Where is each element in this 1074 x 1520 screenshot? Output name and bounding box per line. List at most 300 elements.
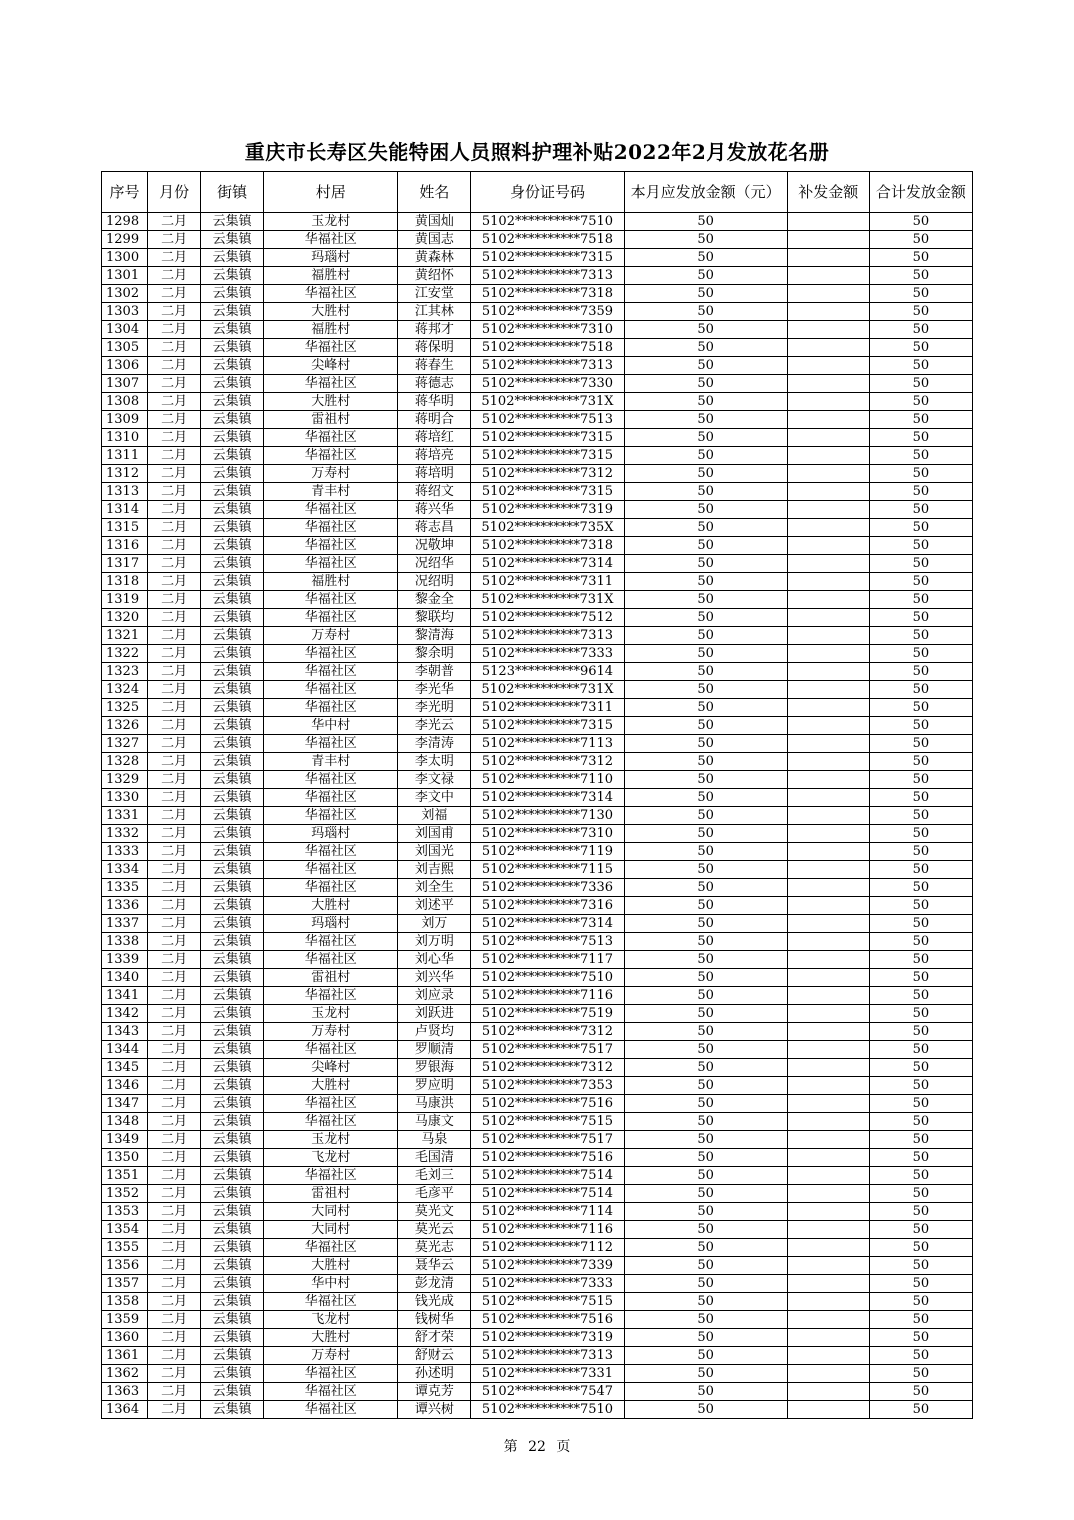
row-total-amount: 50 xyxy=(869,1131,972,1149)
row-total-amount: 50 xyxy=(869,969,972,987)
row-id-number: 5102**********7314 xyxy=(471,555,624,573)
row-village: 万寿村 xyxy=(264,1023,398,1041)
row-month: 二月 xyxy=(148,1203,201,1221)
row-seq: 1344 xyxy=(102,1041,148,1059)
row-supplement-amount xyxy=(787,879,869,897)
table-row xyxy=(102,1005,973,1023)
row-monthly-amount: 50 xyxy=(624,915,787,933)
row-id-number: 5102**********7112 xyxy=(471,1239,624,1257)
header-month: 月份 xyxy=(148,172,201,213)
row-village: 华福社区 xyxy=(264,681,398,699)
row-town: 云集镇 xyxy=(201,1113,264,1131)
row-town: 云集镇 xyxy=(201,663,264,681)
table-row xyxy=(102,1221,973,1239)
row-name: 马康文 xyxy=(398,1113,471,1131)
row-month: 二月 xyxy=(148,1311,201,1329)
row-month: 二月 xyxy=(148,699,201,717)
row-monthly-amount: 50 xyxy=(624,969,787,987)
row-monthly-amount: 50 xyxy=(624,231,787,249)
row-monthly-amount: 50 xyxy=(624,1347,787,1365)
row-supplement-amount xyxy=(787,933,869,951)
row-id-number: 5102**********7311 xyxy=(471,573,624,591)
row-monthly-amount: 50 xyxy=(624,1239,787,1257)
row-total-amount: 50 xyxy=(869,555,972,573)
row-total-amount: 50 xyxy=(869,1005,972,1023)
row-monthly-amount: 50 xyxy=(624,555,787,573)
row-town: 云集镇 xyxy=(201,1239,264,1257)
row-total-amount: 50 xyxy=(869,537,972,555)
row-seq: 1304 xyxy=(102,321,148,339)
table-row xyxy=(102,393,973,411)
row-monthly-amount: 50 xyxy=(624,771,787,789)
row-monthly-amount: 50 xyxy=(624,1113,787,1131)
table-row xyxy=(102,735,973,753)
row-monthly-amount: 50 xyxy=(624,897,787,915)
row-id-number: 5102**********7315 xyxy=(471,483,624,501)
row-id-number: 5102**********7116 xyxy=(471,987,624,1005)
row-town: 云集镇 xyxy=(201,789,264,807)
table-row xyxy=(102,537,973,555)
row-id-number: 5102**********7514 xyxy=(471,1185,624,1203)
row-total-amount: 50 xyxy=(869,789,972,807)
row-seq: 1360 xyxy=(102,1329,148,1347)
row-village: 玛瑙村 xyxy=(264,915,398,933)
row-name: 卢贤均 xyxy=(398,1023,471,1041)
row-village: 大胜村 xyxy=(264,393,398,411)
row-monthly-amount: 50 xyxy=(624,861,787,879)
row-total-amount: 50 xyxy=(869,321,972,339)
row-seq: 1342 xyxy=(102,1005,148,1023)
row-total-amount: 50 xyxy=(869,771,972,789)
row-supplement-amount xyxy=(787,1005,869,1023)
table-row xyxy=(102,1059,973,1077)
row-id-number: 5102**********731X xyxy=(471,681,624,699)
row-town: 云集镇 xyxy=(201,609,264,627)
row-month: 二月 xyxy=(148,915,201,933)
row-supplement-amount xyxy=(787,753,869,771)
row-monthly-amount: 50 xyxy=(624,1005,787,1023)
row-name: 毛刘三 xyxy=(398,1167,471,1185)
row-monthly-amount: 50 xyxy=(624,249,787,267)
row-monthly-amount: 50 xyxy=(624,1329,787,1347)
row-supplement-amount xyxy=(787,969,869,987)
table-row xyxy=(102,1383,973,1401)
row-seq: 1315 xyxy=(102,519,148,537)
row-seq: 1325 xyxy=(102,699,148,717)
footer-prefix: 第 xyxy=(503,1439,518,1455)
row-seq: 1343 xyxy=(102,1023,148,1041)
table-row xyxy=(102,1077,973,1095)
row-month: 二月 xyxy=(148,1131,201,1149)
row-monthly-amount: 50 xyxy=(624,1293,787,1311)
row-total-amount: 50 xyxy=(869,681,972,699)
row-id-number: 5102**********7117 xyxy=(471,951,624,969)
row-seq: 1329 xyxy=(102,771,148,789)
row-monthly-amount: 50 xyxy=(624,681,787,699)
row-id-number: 5102**********7510 xyxy=(471,213,624,231)
row-id-number: 5102**********7312 xyxy=(471,753,624,771)
row-village: 华福社区 xyxy=(264,1293,398,1311)
row-seq: 1358 xyxy=(102,1293,148,1311)
row-total-amount: 50 xyxy=(869,1383,972,1401)
row-seq: 1346 xyxy=(102,1077,148,1095)
row-supplement-amount xyxy=(787,915,869,933)
row-monthly-amount: 50 xyxy=(624,1185,787,1203)
row-town: 云集镇 xyxy=(201,1347,264,1365)
row-name: 舒财云 xyxy=(398,1347,471,1365)
row-id-number: 5102**********7310 xyxy=(471,825,624,843)
table-row xyxy=(102,375,973,393)
row-monthly-amount: 50 xyxy=(624,213,787,231)
row-month: 二月 xyxy=(148,1113,201,1131)
row-month: 二月 xyxy=(148,1293,201,1311)
row-month: 二月 xyxy=(148,1149,201,1167)
table-row xyxy=(102,1347,973,1365)
row-town: 云集镇 xyxy=(201,933,264,951)
row-total-amount: 50 xyxy=(869,1203,972,1221)
row-monthly-amount: 50 xyxy=(624,1275,787,1293)
row-village: 华福社区 xyxy=(264,861,398,879)
row-town: 云集镇 xyxy=(201,303,264,321)
row-name: 莫光志 xyxy=(398,1239,471,1257)
table-row xyxy=(102,357,973,375)
row-village: 华福社区 xyxy=(264,285,398,303)
row-total-amount: 50 xyxy=(869,213,972,231)
row-total-amount: 50 xyxy=(869,1185,972,1203)
row-village: 飞龙村 xyxy=(264,1311,398,1329)
row-village: 尖峰村 xyxy=(264,357,398,375)
row-name: 刘国甫 xyxy=(398,825,471,843)
row-monthly-amount: 50 xyxy=(624,339,787,357)
row-total-amount: 50 xyxy=(869,411,972,429)
row-seq: 1327 xyxy=(102,735,148,753)
row-monthly-amount: 50 xyxy=(624,933,787,951)
row-month: 二月 xyxy=(148,1221,201,1239)
row-supplement-amount xyxy=(787,1023,869,1041)
row-seq: 1354 xyxy=(102,1221,148,1239)
table-row xyxy=(102,465,973,483)
row-monthly-amount: 50 xyxy=(624,393,787,411)
row-village: 万寿村 xyxy=(264,465,398,483)
row-name: 蒋培明 xyxy=(398,465,471,483)
row-month: 二月 xyxy=(148,663,201,681)
row-seq: 1359 xyxy=(102,1311,148,1329)
row-month: 二月 xyxy=(148,807,201,825)
row-monthly-amount: 50 xyxy=(624,1365,787,1383)
row-village: 大胜村 xyxy=(264,1077,398,1095)
row-town: 云集镇 xyxy=(201,879,264,897)
row-name: 刘全生 xyxy=(398,879,471,897)
table-row xyxy=(102,717,973,735)
row-supplement-amount xyxy=(787,1095,869,1113)
row-id-number: 5102**********735X xyxy=(471,519,624,537)
row-monthly-amount: 50 xyxy=(624,591,787,609)
row-town: 云集镇 xyxy=(201,357,264,375)
row-town: 云集镇 xyxy=(201,753,264,771)
row-id-number: 5102**********7516 xyxy=(471,1149,624,1167)
row-supplement-amount xyxy=(787,1203,869,1221)
row-month: 二月 xyxy=(148,1167,201,1185)
row-seq: 1362 xyxy=(102,1365,148,1383)
row-village: 玉龙村 xyxy=(264,1131,398,1149)
row-id-number: 5102**********7519 xyxy=(471,1005,624,1023)
row-month: 二月 xyxy=(148,1059,201,1077)
row-town: 云集镇 xyxy=(201,411,264,429)
row-month: 二月 xyxy=(148,357,201,375)
table-row xyxy=(102,861,973,879)
row-seq: 1321 xyxy=(102,627,148,645)
table-row xyxy=(102,681,973,699)
row-month: 二月 xyxy=(148,969,201,987)
row-month: 二月 xyxy=(148,483,201,501)
row-id-number: 5102**********7115 xyxy=(471,861,624,879)
row-name: 况绍明 xyxy=(398,573,471,591)
page-number: 22 xyxy=(528,1439,546,1455)
row-monthly-amount: 50 xyxy=(624,735,787,753)
row-name: 况敬坤 xyxy=(398,537,471,555)
row-village: 玛瑙村 xyxy=(264,249,398,267)
row-monthly-amount: 50 xyxy=(624,951,787,969)
row-supplement-amount xyxy=(787,861,869,879)
row-village: 华中村 xyxy=(264,717,398,735)
row-monthly-amount: 50 xyxy=(624,609,787,627)
row-supplement-amount xyxy=(787,1401,869,1419)
row-village: 大同村 xyxy=(264,1203,398,1221)
row-village: 大同村 xyxy=(264,1221,398,1239)
row-town: 云集镇 xyxy=(201,429,264,447)
row-town: 云集镇 xyxy=(201,1005,264,1023)
row-seq: 1313 xyxy=(102,483,148,501)
row-supplement-amount xyxy=(787,1329,869,1347)
row-month: 二月 xyxy=(148,573,201,591)
row-monthly-amount: 50 xyxy=(624,303,787,321)
row-name: 黎清海 xyxy=(398,627,471,645)
row-town: 云集镇 xyxy=(201,213,264,231)
row-id-number: 5102**********7315 xyxy=(471,249,624,267)
row-total-amount: 50 xyxy=(869,231,972,249)
row-town: 云集镇 xyxy=(201,519,264,537)
row-supplement-amount xyxy=(787,771,869,789)
row-id-number: 5102**********7313 xyxy=(471,267,624,285)
row-total-amount: 50 xyxy=(869,609,972,627)
row-id-number: 5102**********7313 xyxy=(471,357,624,375)
table-row xyxy=(102,771,973,789)
table-row xyxy=(102,267,973,285)
row-seq: 1333 xyxy=(102,843,148,861)
row-monthly-amount: 50 xyxy=(624,501,787,519)
row-village: 福胜村 xyxy=(264,321,398,339)
row-total-amount: 50 xyxy=(869,501,972,519)
row-monthly-amount: 50 xyxy=(624,537,787,555)
row-total-amount: 50 xyxy=(869,987,972,1005)
row-id-number: 5102**********731X xyxy=(471,591,624,609)
table-row xyxy=(102,1293,973,1311)
row-name: 罗银海 xyxy=(398,1059,471,1077)
row-total-amount: 50 xyxy=(869,753,972,771)
row-supplement-amount xyxy=(787,213,869,231)
row-village: 雷祖村 xyxy=(264,411,398,429)
row-village: 福胜村 xyxy=(264,267,398,285)
row-id-number: 5102**********7314 xyxy=(471,789,624,807)
row-town: 云集镇 xyxy=(201,267,264,285)
row-id-number: 5102**********7547 xyxy=(471,1383,624,1401)
row-supplement-amount xyxy=(787,1257,869,1275)
row-total-amount: 50 xyxy=(869,735,972,753)
row-supplement-amount xyxy=(787,627,869,645)
row-monthly-amount: 50 xyxy=(624,753,787,771)
row-seq: 1298 xyxy=(102,213,148,231)
table-row xyxy=(102,1239,973,1257)
row-month: 二月 xyxy=(148,231,201,249)
row-supplement-amount xyxy=(787,573,869,591)
row-seq: 1312 xyxy=(102,465,148,483)
row-month: 二月 xyxy=(148,609,201,627)
row-village: 华福社区 xyxy=(264,1113,398,1131)
row-seq: 1351 xyxy=(102,1167,148,1185)
row-name: 刘述平 xyxy=(398,897,471,915)
row-name: 刘万 xyxy=(398,915,471,933)
row-town: 云集镇 xyxy=(201,501,264,519)
row-supplement-amount xyxy=(787,1275,869,1293)
row-town: 云集镇 xyxy=(201,861,264,879)
row-village: 福胜村 xyxy=(264,573,398,591)
row-month: 二月 xyxy=(148,519,201,537)
row-month: 二月 xyxy=(148,1401,201,1419)
row-town: 云集镇 xyxy=(201,573,264,591)
row-seq: 1336 xyxy=(102,897,148,915)
row-id-number: 5102**********7330 xyxy=(471,375,624,393)
row-name: 刘心华 xyxy=(398,951,471,969)
row-seq: 1305 xyxy=(102,339,148,357)
row-name: 孙述明 xyxy=(398,1365,471,1383)
row-total-amount: 50 xyxy=(869,1329,972,1347)
row-seq: 1339 xyxy=(102,951,148,969)
row-town: 云集镇 xyxy=(201,1077,264,1095)
row-monthly-amount: 50 xyxy=(624,699,787,717)
row-seq: 1335 xyxy=(102,879,148,897)
row-town: 云集镇 xyxy=(201,339,264,357)
row-town: 云集镇 xyxy=(201,1221,264,1239)
row-name: 彭龙清 xyxy=(398,1275,471,1293)
row-name: 舒才荣 xyxy=(398,1329,471,1347)
row-village: 华福社区 xyxy=(264,1383,398,1401)
row-monthly-amount: 50 xyxy=(624,429,787,447)
row-name: 钱树华 xyxy=(398,1311,471,1329)
row-town: 云集镇 xyxy=(201,1329,264,1347)
row-seq: 1355 xyxy=(102,1239,148,1257)
row-monthly-amount: 50 xyxy=(624,1077,787,1095)
row-supplement-amount xyxy=(787,1293,869,1311)
row-monthly-amount: 50 xyxy=(624,411,787,429)
row-village: 华福社区 xyxy=(264,537,398,555)
row-month: 二月 xyxy=(148,771,201,789)
row-seq: 1348 xyxy=(102,1113,148,1131)
row-town: 云集镇 xyxy=(201,1311,264,1329)
table-row xyxy=(102,1203,973,1221)
row-id-number: 5102**********731X xyxy=(471,393,624,411)
row-name: 蒋保明 xyxy=(398,339,471,357)
row-supplement-amount xyxy=(787,1365,869,1383)
table-row xyxy=(102,843,973,861)
row-supplement-amount xyxy=(787,339,869,357)
row-name: 罗顺清 xyxy=(398,1041,471,1059)
row-town: 云集镇 xyxy=(201,735,264,753)
row-id-number: 5102**********7114 xyxy=(471,1203,624,1221)
row-village: 华中村 xyxy=(264,1275,398,1293)
row-id-number: 5102**********7510 xyxy=(471,969,624,987)
row-month: 二月 xyxy=(148,879,201,897)
row-seq: 1306 xyxy=(102,357,148,375)
row-town: 云集镇 xyxy=(201,591,264,609)
row-total-amount: 50 xyxy=(869,1095,972,1113)
row-id-number: 5102**********7312 xyxy=(471,465,624,483)
row-supplement-amount xyxy=(787,663,869,681)
row-total-amount: 50 xyxy=(869,1077,972,1095)
row-id-number: 5102**********7311 xyxy=(471,699,624,717)
row-town: 云集镇 xyxy=(201,771,264,789)
row-month: 二月 xyxy=(148,411,201,429)
row-supplement-amount xyxy=(787,1149,869,1167)
row-total-amount: 50 xyxy=(869,1023,972,1041)
row-month: 二月 xyxy=(148,429,201,447)
row-total-amount: 50 xyxy=(869,1059,972,1077)
row-name: 蒋培亮 xyxy=(398,447,471,465)
row-seq: 1300 xyxy=(102,249,148,267)
row-village: 华福社区 xyxy=(264,879,398,897)
row-supplement-amount xyxy=(787,1383,869,1401)
row-id-number: 5102**********7516 xyxy=(471,1095,624,1113)
row-village: 尖峰村 xyxy=(264,1059,398,1077)
row-name: 蒋志昌 xyxy=(398,519,471,537)
table-row xyxy=(102,933,973,951)
row-name: 刘万明 xyxy=(398,933,471,951)
row-month: 二月 xyxy=(148,465,201,483)
table-row xyxy=(102,1113,973,1131)
row-village: 华福社区 xyxy=(264,933,398,951)
row-monthly-amount: 50 xyxy=(624,789,787,807)
header-supplement-amount: 补发金额 xyxy=(787,172,869,213)
row-name: 李文禄 xyxy=(398,771,471,789)
row-month: 二月 xyxy=(148,375,201,393)
row-month: 二月 xyxy=(148,753,201,771)
table-row xyxy=(102,807,973,825)
row-id-number: 5102**********7333 xyxy=(471,1275,624,1293)
row-village: 华福社区 xyxy=(264,807,398,825)
row-total-amount: 50 xyxy=(869,393,972,411)
row-total-amount: 50 xyxy=(869,879,972,897)
row-month: 二月 xyxy=(148,897,201,915)
row-seq: 1299 xyxy=(102,231,148,249)
table-row xyxy=(102,321,973,339)
table-row xyxy=(102,1365,973,1383)
row-id-number: 5102**********7315 xyxy=(471,717,624,735)
row-town: 云集镇 xyxy=(201,1257,264,1275)
table-row xyxy=(102,1131,973,1149)
row-month: 二月 xyxy=(148,627,201,645)
row-id-number: 5123**********9614 xyxy=(471,663,624,681)
row-seq: 1349 xyxy=(102,1131,148,1149)
table-row xyxy=(102,573,973,591)
row-id-number: 5102**********7315 xyxy=(471,429,624,447)
table-row xyxy=(102,591,973,609)
row-village: 华福社区 xyxy=(264,1041,398,1059)
row-month: 二月 xyxy=(148,681,201,699)
row-monthly-amount: 50 xyxy=(624,1203,787,1221)
row-id-number: 5102**********7113 xyxy=(471,735,624,753)
row-name: 黄国志 xyxy=(398,231,471,249)
row-village: 雷祖村 xyxy=(264,1185,398,1203)
row-monthly-amount: 50 xyxy=(624,321,787,339)
